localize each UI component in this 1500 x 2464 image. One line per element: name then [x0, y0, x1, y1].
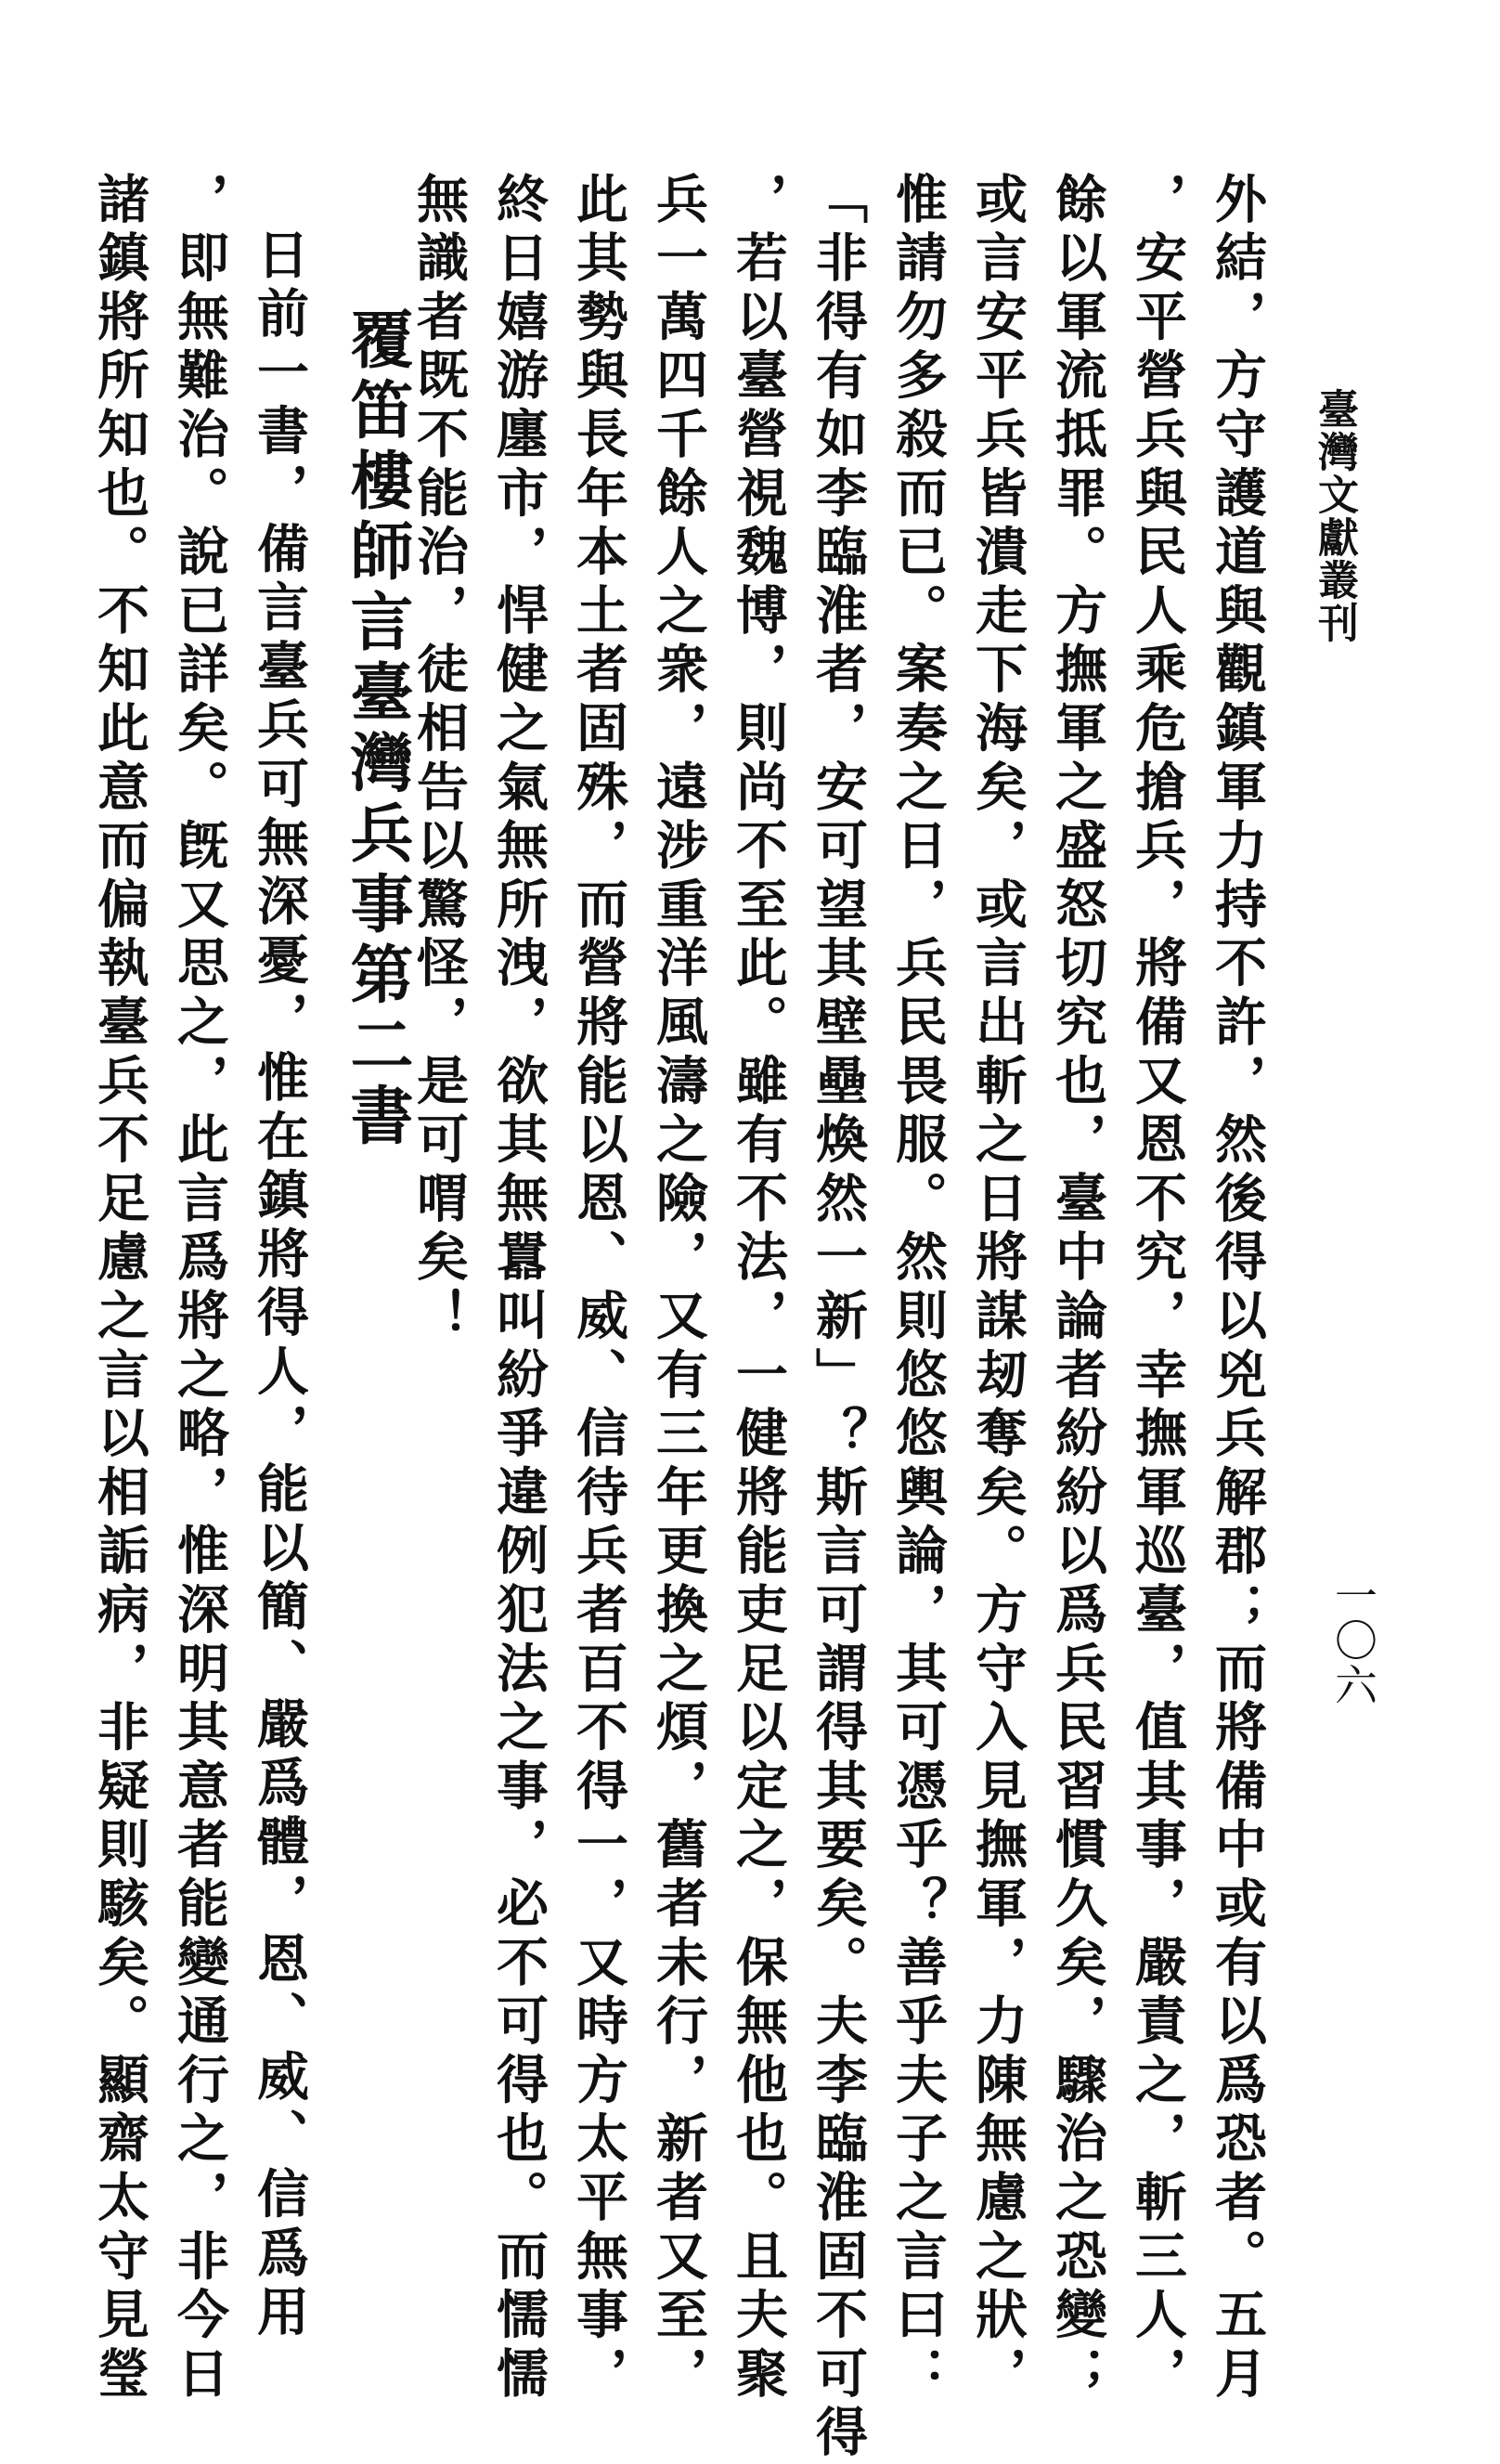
text-column: 餘以軍流抵罪。方撫軍之盛怒切究也，臺中論者紛紛以爲兵民習慣久矣，驟治之恐變；	[1047, 172, 1108, 2406]
text-column: 或言安平兵皆潰走下海矣，或言出斬之日將謀刼奪矣。方守入見撫軍，力陳無慮之狀，	[967, 172, 1028, 2406]
text-column: ，安平營兵與民人乘危搶兵，將備又恩不究，幸撫軍巡臺，值其事，嚴責之，斬三人，	[1127, 172, 1188, 2406]
text-column: ，若以臺營視魏博，則尚不至此。雖有不法，一健將能吏足以定之，保無他也。且夫聚	[728, 172, 789, 2406]
page-number: 一〇六	[1328, 1574, 1378, 1707]
text-column: 終日嬉游廛市，悍健之氣無所洩，欲其無囂叫紛爭違例犯法之事，必不可得也。而懦懦	[488, 172, 550, 2406]
text-column: 兵一萬四千餘人之衆，遠涉重洋風濤之險，又有三年更換之煩，舊者未行，新者又至，	[648, 172, 709, 2406]
text-column: 「非得有如李臨淮者，安可望其壁壘煥然一新」？斯言可謂得其要矣。夫李臨淮固不可得	[808, 172, 869, 2464]
text-column: ，即無難治。說已詳矣。旣又思之，此言爲將之略，惟深明其意者能變通行之，非今日	[169, 172, 230, 2406]
text-column: 諸鎮將所知也。不知此意而偏執臺兵不足慮之言以相詬病，非疑則駭矣。顯齋太守見瑩	[89, 172, 150, 2406]
text-column: 日前一書，備言臺兵可無深憂，惟在鎮將得人，能以簡、嚴爲體，恩、威、信爲用	[249, 227, 310, 2343]
section-title: 覆笛樓師言臺灣兵事第二書	[340, 306, 414, 1153]
text-column: 無識者既不能治，徒相告以驚怪，是可喟矣！	[408, 172, 470, 1347]
text-column: 此其勢與長年本土者固殊，而營將能以恩、威、信待兵者百不得一，又時方太平無事，	[568, 172, 629, 2406]
running-header-title: 臺灣文獻叢刊	[1311, 388, 1358, 644]
text-column: 外結，方守護道與觀鎮軍力持不許，然後得以兇兵解郡；而將備中或有以爲恐者。五月	[1207, 172, 1268, 2406]
text-column: 惟請勿多殺而已。案奏之日，兵民畏服。然則悠悠輿論，其可憑乎？善乎夫子之言曰：	[887, 172, 949, 2406]
